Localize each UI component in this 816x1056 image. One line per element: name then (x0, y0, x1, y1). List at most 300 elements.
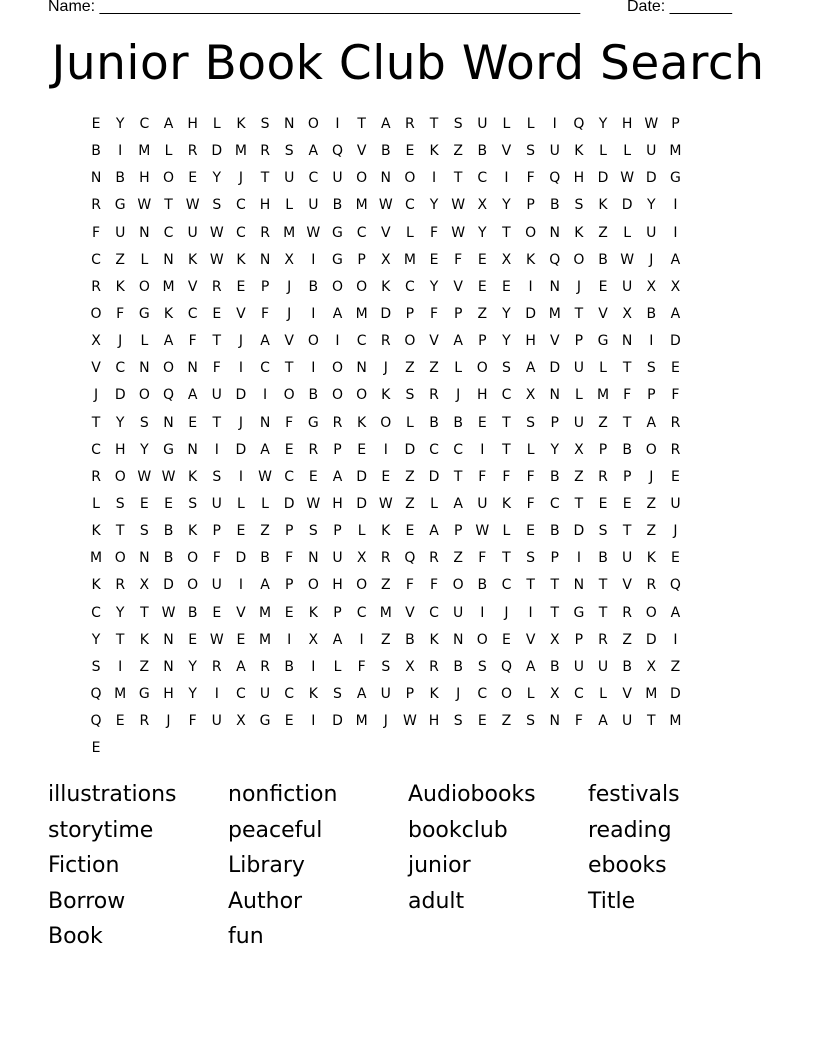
grid-letter: P (333, 441, 342, 458)
grid-letter: A (260, 577, 270, 594)
grid-letter: F (526, 495, 535, 512)
grid-letter: E (91, 116, 101, 132)
grid-letter: X (646, 658, 657, 675)
grid-letter: N (163, 631, 174, 648)
grid-letter: E (671, 550, 680, 567)
grid-letter: A (525, 658, 536, 675)
grid-letter: Z (670, 658, 681, 675)
word-list-item: festivals (588, 782, 680, 807)
grid-letter: P (550, 414, 559, 431)
grid-letter: B (453, 414, 463, 431)
grid-letter: R (380, 333, 391, 350)
grid-letter: T (429, 116, 439, 132)
grid-letter: F (116, 305, 125, 322)
grid-letter: G (307, 414, 319, 431)
grid-letter: O (307, 577, 319, 594)
grid-letter: I (335, 116, 340, 132)
grid-letter: I (649, 333, 654, 350)
grid-letter: U (211, 577, 222, 594)
grid-letter: I (480, 441, 485, 458)
grid-letter: J (649, 468, 654, 485)
grid-letter: W (402, 713, 417, 730)
grid-letter: D (163, 577, 174, 594)
grid-letter: Y (140, 441, 149, 458)
grid-letter: W (209, 224, 224, 241)
grid-letter: O (452, 577, 464, 594)
grid-letter: A (670, 251, 681, 268)
grid-letter: E (671, 468, 680, 485)
grid-letter: H (139, 170, 150, 187)
grid-letter: A (670, 305, 681, 322)
grid-letter: O (573, 251, 585, 268)
grid-letter: E (164, 495, 173, 512)
grid-letter: L (261, 495, 269, 512)
grid-letter: X (236, 713, 246, 730)
grid-letter: Y (429, 197, 439, 214)
grid-letter: Y (91, 631, 101, 648)
grid-letter: Z (260, 523, 270, 540)
grid-letter: B (646, 305, 657, 322)
grid-letter: Z (139, 658, 150, 675)
grid-letter: K (236, 251, 246, 268)
grid-letter: K (526, 251, 536, 268)
grid-letter: M (259, 631, 272, 648)
grid-letter: R (429, 658, 439, 675)
grid-letter: O (331, 278, 343, 295)
grid-letter: Y (502, 197, 511, 214)
grid-letter: H (573, 170, 585, 187)
word-list-item: Library (228, 853, 305, 878)
grid-letter: L (164, 143, 173, 160)
grid-letter: N (573, 577, 585, 594)
grid-letter: K (501, 495, 512, 512)
grid-letter: C (501, 387, 512, 404)
grid-letter: I (552, 116, 557, 132)
grid-letter: Z (574, 468, 584, 485)
grid-letter: W (306, 495, 321, 512)
grid-letter: F (261, 305, 270, 322)
grid-letter: X (477, 197, 488, 214)
grid-letter: M (234, 143, 247, 160)
word-list-item: Audiobooks (408, 782, 536, 807)
grid-letter: T (502, 550, 511, 567)
grid-letter: U (332, 550, 343, 567)
grid-letter: S (477, 658, 487, 675)
grid-letter: T (212, 414, 222, 431)
grid-letter: B (622, 658, 632, 675)
grid-letter: U (211, 495, 222, 512)
grid-letter: H (477, 387, 488, 404)
grid-letter: B (477, 577, 488, 594)
grid-letter: D (235, 387, 247, 404)
grid-letter: S (502, 360, 511, 377)
grid-letter: W (209, 631, 224, 648)
grid-letter: V (525, 631, 536, 648)
grid-letter: E (284, 713, 294, 730)
grid-letter: G (332, 224, 343, 241)
grid-letter: V (284, 333, 294, 350)
grid-letter: E (188, 414, 198, 431)
grid-letter: E (429, 251, 439, 268)
grid-letter: E (477, 251, 487, 268)
grid-letter: Z (622, 631, 632, 648)
grid-letter: E (284, 441, 294, 458)
grid-letter: Z (598, 224, 608, 241)
grid-letter: B (598, 550, 608, 567)
word-list-item: Fiction (48, 853, 120, 878)
grid-letter: H (525, 333, 536, 350)
grid-letter: H (114, 441, 126, 458)
grid-letter: R (260, 143, 270, 160)
grid-letter: L (502, 116, 511, 132)
grid-letter: I (311, 658, 316, 675)
grid-letter: C (260, 360, 270, 377)
grid-letter: A (646, 414, 657, 431)
grid-letter: K (429, 143, 439, 160)
grid-letter: D (404, 441, 416, 458)
grid-letter: C (405, 197, 415, 214)
grid-letter: D (356, 495, 367, 512)
grid-letter: I (480, 604, 485, 621)
grid-letter: F (502, 468, 511, 485)
grid-letter: C (139, 116, 150, 132)
grid-letter: F (478, 550, 487, 567)
grid-letter: C (429, 604, 439, 621)
grid-letter: P (526, 197, 535, 214)
grid-letter: L (237, 495, 245, 512)
word-list-item: fun (228, 924, 264, 949)
grid-letter: G (138, 685, 150, 702)
grid-letter: Z (405, 360, 415, 377)
grid-letter: J (238, 170, 243, 187)
grid-letter: O (138, 387, 150, 404)
grid-letter: Q (549, 251, 561, 268)
grid-letter: A (332, 305, 343, 322)
grid-letter: K (308, 685, 318, 702)
grid-letter: O (476, 360, 488, 377)
grid-letter: B (380, 143, 391, 160)
grid-letter: Q (90, 713, 102, 730)
grid-letter: L (212, 116, 221, 132)
grid-letter: L (333, 658, 342, 675)
grid-letter: I (431, 170, 437, 187)
grid-letter: D (380, 305, 392, 322)
grid-letter: S (260, 116, 270, 132)
grid-letter: O (404, 333, 416, 350)
grid-letter: V (501, 143, 512, 160)
grid-letter: R (646, 577, 657, 594)
word-list-item: bookclub (408, 817, 508, 843)
grid-letter: O (525, 224, 537, 241)
grid-letter: R (91, 278, 101, 295)
grid-letter: J (94, 387, 99, 404)
grid-letter: L (92, 495, 100, 512)
grid-letter: I (383, 441, 388, 458)
grid-letter: O (645, 604, 657, 621)
grid-letter: E (115, 713, 125, 730)
grid-letter: B (260, 550, 270, 567)
grid-letter: X (501, 251, 512, 268)
word-list-item: Author (228, 888, 303, 914)
grid-letter: Z (501, 713, 512, 730)
grid-letter: N (356, 360, 367, 377)
grid-letter: E (405, 523, 415, 540)
grid-letter: S (453, 713, 463, 730)
grid-letter: L (526, 685, 535, 702)
grid-letter: Y (188, 658, 197, 675)
grid-letter: E (598, 278, 608, 295)
grid-letter: I (673, 197, 678, 214)
grid-letter: C (356, 604, 367, 621)
grid-letter: A (380, 116, 391, 132)
grid-letter: L (405, 414, 414, 431)
grid-letter: M (379, 604, 392, 621)
grid-letter: N (163, 251, 174, 268)
grid-letter: N (283, 116, 295, 132)
grid-letter: M (403, 251, 416, 268)
grid-letter: T (502, 414, 511, 431)
grid-letter: F (285, 550, 294, 567)
grid-letter: P (405, 305, 415, 322)
grid-letter: L (526, 441, 535, 458)
grid-letter: T (622, 414, 632, 431)
grid-letter: P (453, 305, 463, 322)
grid-letter: W (185, 197, 200, 214)
grid-letter: P (333, 523, 342, 540)
grid-letter: N (259, 414, 271, 431)
grid-letter: H (259, 197, 271, 214)
grid-letter: S (646, 360, 656, 377)
grid-letter: I (118, 658, 123, 675)
grid-letter: A (260, 441, 270, 458)
grid-letter: L (574, 387, 583, 404)
grid-letter: G (163, 441, 174, 458)
grid-letter: U (670, 495, 681, 512)
grid-letter: T (91, 414, 101, 431)
grid-letter: R (429, 550, 439, 567)
grid-letter: S (188, 495, 198, 512)
grid-letter: Y (478, 224, 487, 241)
grid-letter: N (139, 224, 150, 241)
grid-letter: R (260, 224, 270, 241)
grid-letter: R (91, 197, 101, 214)
grid-letter: L (526, 116, 535, 132)
grid-letter: A (598, 713, 608, 730)
word-list-item: Title (588, 888, 636, 914)
grid-letter: X (549, 631, 560, 648)
grid-letter: Z (380, 631, 391, 648)
name-field-label: Name: ______________________________________________________ (48, 0, 581, 15)
grid-letter: D (597, 170, 609, 187)
grid-letter: I (262, 387, 268, 404)
grid-letter: I (118, 143, 123, 160)
grid-letter: X (622, 305, 632, 322)
grid-letter: S (91, 658, 101, 675)
grid-letter: D (356, 468, 367, 485)
grid-letter: F (92, 224, 101, 241)
grid-letter: J (383, 713, 388, 730)
grid-letter: B (598, 251, 608, 268)
grid-letter: U (549, 143, 560, 160)
grid-letter: Y (188, 685, 197, 702)
grid-letter: N (308, 550, 319, 567)
grid-letter: I (311, 251, 316, 268)
grid-letter: Y (598, 116, 608, 132)
grid-letter: T (115, 631, 125, 648)
grid-letter: E (188, 631, 198, 648)
grid-letter: T (284, 360, 294, 377)
grid-letter: I (238, 360, 243, 377)
grid-letter: K (308, 604, 318, 621)
grid-letter: N (163, 414, 174, 431)
grid-letter: A (332, 631, 343, 648)
grid-letter: P (478, 333, 487, 350)
grid-letter: M (355, 305, 368, 322)
grid-letter: W (451, 197, 466, 214)
grid-letter: J (456, 685, 461, 702)
grid-letter: R (139, 713, 150, 730)
grid-letter: R (115, 577, 126, 594)
grid-letter: F (285, 414, 294, 431)
grid-letter: Y (115, 604, 125, 621)
grid-letter: K (429, 631, 439, 648)
grid-letter: P (284, 523, 294, 540)
grid-letter: E (622, 495, 632, 512)
grid-letter: A (332, 468, 343, 485)
grid-letter: K (236, 116, 246, 132)
grid-letter: G (138, 305, 150, 322)
grid-letter: A (308, 143, 319, 160)
grid-letter: B (332, 197, 343, 214)
grid-letter: C (236, 685, 246, 702)
grid-letter: U (646, 143, 657, 160)
grid-letter: F (526, 468, 535, 485)
grid-letter: E (139, 495, 149, 512)
grid-letter: I (238, 468, 243, 485)
grid-letter: H (332, 577, 343, 594)
grid-letter: K (139, 631, 149, 648)
grid-letter: E (477, 713, 487, 730)
grid-letter: D (670, 685, 681, 702)
grid-letter: T (622, 360, 632, 377)
grid-letter: T (164, 197, 173, 214)
grid-letter: N (452, 631, 464, 648)
grid-letter: M (138, 143, 151, 160)
grid-letter: J (166, 713, 171, 730)
grid-letter: Y (647, 197, 656, 214)
grid-letter: E (212, 305, 222, 322)
grid-letter: S (526, 414, 536, 431)
grid-letter: C (163, 224, 174, 241)
grid-letter: L (140, 251, 149, 268)
grid-letter: O (356, 278, 368, 295)
grid-letter: K (188, 251, 198, 268)
grid-letter: O (138, 278, 150, 295)
grid-letter: X (380, 251, 391, 268)
grid-letter: P (598, 441, 608, 458)
grid-letter: A (670, 604, 681, 621)
grid-letter: P (550, 550, 559, 567)
grid-letter: R (260, 658, 270, 675)
grid-letter: L (502, 523, 511, 540)
grid-letter: X (646, 278, 657, 295)
grid-letter: B (622, 441, 632, 458)
grid-letter: K (163, 305, 174, 322)
grid-letter: Z (646, 523, 657, 540)
grid-letter: D (525, 305, 536, 322)
grid-letter: S (308, 523, 318, 540)
grid-letter: D (549, 360, 561, 377)
grid-letter: I (359, 631, 364, 648)
grid-letter: A (356, 685, 367, 702)
grid-letter: W (451, 224, 466, 241)
grid-letter: U (115, 224, 126, 241)
word-list-item: ebooks (588, 853, 667, 878)
grid-letter: O (114, 550, 126, 567)
grid-letter: U (380, 685, 391, 702)
grid-letter: I (673, 224, 678, 241)
grid-letter: P (212, 523, 221, 540)
grid-letter: U (477, 495, 488, 512)
grid-letter: S (405, 387, 415, 404)
grid-letter: P (622, 468, 632, 485)
grid-letter: Y (115, 116, 125, 132)
grid-letter: W (475, 523, 490, 540)
grid-letter: X (670, 278, 681, 295)
word-list-item: Borrow (48, 888, 126, 914)
grid-letter: J (576, 278, 581, 295)
grid-letter: I (504, 170, 509, 187)
grid-letter: E (308, 468, 318, 485)
grid-letter: L (623, 224, 632, 241)
grid-letter: W (137, 197, 152, 214)
grid-letter: W (306, 224, 321, 241)
grid-letter: G (332, 251, 343, 268)
grid-letter: D (211, 143, 223, 160)
grid-letter: J (238, 414, 243, 431)
grid-letter: T (622, 523, 632, 540)
grid-letter: F (212, 360, 221, 377)
grid-letter: U (622, 713, 633, 730)
grid-letter: K (91, 577, 101, 594)
grid-letter: W (161, 604, 176, 621)
grid-letter: B (163, 550, 174, 567)
grid-letter: Z (380, 577, 391, 594)
grid-letter: R (308, 441, 319, 458)
grid-letter: T (357, 116, 366, 132)
grid-letter: N (259, 251, 271, 268)
grid-letter: U (211, 387, 222, 404)
grid-letter: B (91, 143, 101, 160)
grid-letter: L (599, 685, 607, 702)
grid-letter: U (573, 414, 584, 431)
grid-letter: J (649, 251, 654, 268)
grid-letter: I (576, 550, 581, 567)
grid-letter: T (453, 468, 463, 485)
grid-letter: M (355, 713, 368, 730)
word-list-item: adult (408, 888, 465, 914)
grid-letter: S (574, 197, 584, 214)
grid-letter: R (187, 143, 198, 160)
grid-letter: Y (212, 170, 222, 187)
grid-letter: H (428, 713, 440, 730)
grid-letter: T (526, 577, 535, 594)
grid-letter: Y (502, 333, 511, 350)
grid-letter: I (214, 441, 219, 458)
grid-letter: I (528, 604, 533, 621)
grid-letter: J (238, 333, 243, 350)
grid-letter: L (623, 143, 632, 160)
